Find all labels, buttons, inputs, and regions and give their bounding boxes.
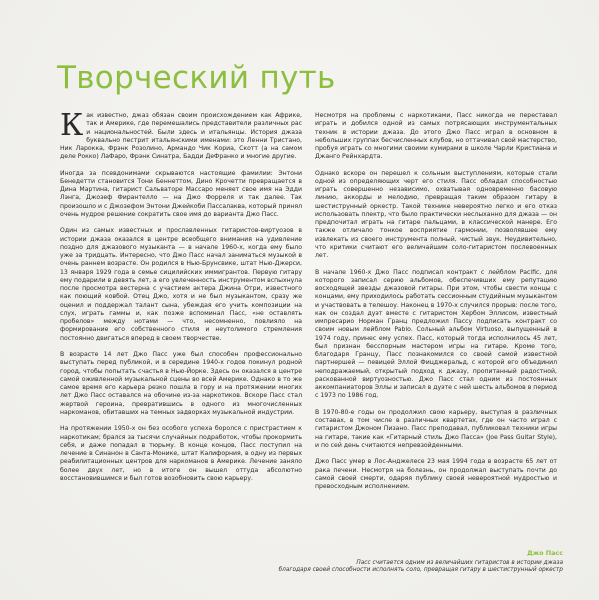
paragraph xyxy=(60,108,302,162)
photo-caption xyxy=(223,550,563,575)
paragraph: Иногда за псевдонимами скрываются настоящие фамилии: Энтони Бенедетти становится Тони Беннеттом, Дино Крочетти превращается в Дина Мартина, гитарист Сальваторе Массаро меняет свое имя на Эдди Лэнга, Джозеф Фирантелло — на Джо Форреля и так далее. Так произошло и с Джозефом Энтони Джейкоби Пассалаква, который принял очень мудрое решение сократить свое имя до варианта Джо Пасс. xyxy=(60,169,302,218)
caption-line: Пасс считается одним из величайших гитаристов в истории джаза xyxy=(356,559,563,566)
paragraph: Однако вскоре он перешел к сольным выступлениям, которые стали одной из определяющих черт его стиля. Пасс обладал способностью играть совершенно независимо, охватывая одновременно басовую линию, аккорды и мелодию, превращая таким образом гитару в шестиструнный оркестр. Такой технике невероятно легко и его отказ использовать плектр, что было практически неслыханно для джаза — он предпочитал играть на гитаре пальцами, в классической манере. Его также отличало тонкое восприятие гармонии, позволявшее ему извлекать из своего инструмента полный, чистый звук. Неудивительно, что критики считают его величайшим соло-гитаристом послевоенных лет. xyxy=(315,169,557,260)
caption-name: Джо Пасс xyxy=(527,549,563,557)
paragraph: Несмотря на проблемы с наркотиками, Пасс никогда не переставал играть и добился одной из самых потрясающих инструментальных техник в истории джаза. До этого Джо Пасс играл в основном в небольших группах бесчисленных клубов, но оттачивал свой мастерство, пробуя играть со многими своими кумирами в школе Чарли Кристиана и Джанго Рейнхардта. xyxy=(315,112,557,161)
page-title: Творческий путь xyxy=(57,60,336,96)
paragraph-text: ак известно, джаз обязан своим происхождением как Африке, так и Америке, где перемешались представители различных рас и национальностей. Были здесь и итальянцы. История джаза буквально пестрит итальянскими именами: это Ленни Тристано, Ник Ларокка, Фрэнк Розолино, Армандо Чик Кориа, Скотт (а на самом деле Рокко) ЛаФаро, Фрэнк Синатра, Бадди ДеФранко и многие другие. xyxy=(60,112,302,161)
right-column xyxy=(315,112,557,499)
caption-line: благодаря своей способности исполнять соло, превращая гитару в шестиструнный оркестр xyxy=(278,567,563,574)
paragraph: Один из самых известных и прославленных гитаристов-виртуозов в истории джаза оказался в центре всеобщего внимания на удивление поздно для джазового музыканта — в начале 1960-х, когда ему было уже за тридцать. Интересно, что Джо Пасс начал заниматься музыкой в очень раннем возрасте. Он родился в Нью-Брунсвике, штат Нью-Джерси, 13 января 1929 года в семье сицилийских иммигрантов. Первую гитару ему подарили в девять лет, а его увлеченность инструментом вспыхнула после просмотра вестерна с участием актера Джина Отри, известного как поющий ковбой. Отец Джо, хотя и не был музыкантом, сразу же оценил и поддержал талант сына, убеждая его учить композиции на слух, играть гаммы и, как позже вспоминал Пасс, «не оставлять пробелов» между нотами — что, несомненно, повлияло на формирование его собственного стиля и неутолимого стремления постоянно двигаться вперед в своем творчестве. xyxy=(60,227,302,342)
left-column xyxy=(60,108,302,491)
paragraph: Джо Пасс умер в Лос-Анджелесе 23 мая 1994 года в возрасте 65 лет от рака печени. Несмотря на болезнь, он продолжал выступать почти до самой своей смерти, одаряя публику своей невероятной мудростью и превосходным исполнением. xyxy=(315,458,557,490)
paragraph: На протяжении 1950-х он без особого успеха боролся с пристрастием к наркотикам; брался за тысячи случайных подработок, чтобы прокормить себя, и даже попадал в тюрьму. В конце концов, Пасс поступил на лечение в Синанон в Санта-Монике, штат Калифорния, в одну из первых реабилитационных центров для наркоманов в Америке. Лечение заняло более двух лет, но в итоге он вышел оттуда абсолютно восстановившимся и был готов возобновить свою карьеру. xyxy=(60,425,302,482)
drop-cap: К xyxy=(60,108,84,143)
paragraph: В возрасте 14 лет Джо Пасс уже был способен профессионально выступать перед публикой, и в середине 1940-х годов покинул родной город, чтобы попытать счастья в Нью-Йорке. Здесь он оказался в центре самой оживленной музыкальной сцены во всей Америке. Однако в то же самое время его карьера резко пошла в гору и на протяжении многих лет Джо Пасс оставался на обочине из-за наркотиков. Вскоре Пасс стал жертвой героина, превратившись в одного из многочисленных наркоманов, обитавших на темных задворках музыкальной индустрии. xyxy=(60,351,302,416)
paragraph: В начале 1960-х Джо Пасс подписал контракт с лейблом Pacific, для которого записал серию альбомов, обеспечивших ему репутацию восходящей звезды джазовой гитары. При этом, чтобы свести концы с концами, ему приходилось работать сессионным студийным музыкантом и участвовать в телешоу. Наконец в 1970-х случился прорыв: после того, как он создал дуэт вместе с гитаристом Хербом Эллисом, известный импресарио Норман Гранц предложил Пассу подписать контракт со своим новым лейблом Pablo. Сольный альбом Virtuoso, выпущенный в 1974 году, принес ему успех. Пасс, который тогда исполнилось 45 лет, был признан бесспорным мастером игры на гитаре. Кроме того, благодаря Гранцу, Пасс познакомился со своей самой известной партнершей — певицей Эллой Фицджеральд, с которой его объединил неподражаемый, открытый подход к джазу, пропитанный радостной, раскованной виртуозностью. Джо Пасс стал одним из постоянных аккомпаниаторов Эллы и записал в дуэте с ней шесть альбомов в период с 1973 по 1986 год. xyxy=(315,268,557,400)
paragraph: В 1970-80-е годы он продолжил свою карьеру, выступая в различных составах, в том числе в различных квартетах, где он часто играл с гитаристом Джоном Пизано. Пасс преподавал, публиковал техники игры на гитаре, такие как «Гитарный стиль Джо Пасса» (Joe Pass Guitar Style), и по сей день считаются непревзойденными. xyxy=(315,408,557,449)
